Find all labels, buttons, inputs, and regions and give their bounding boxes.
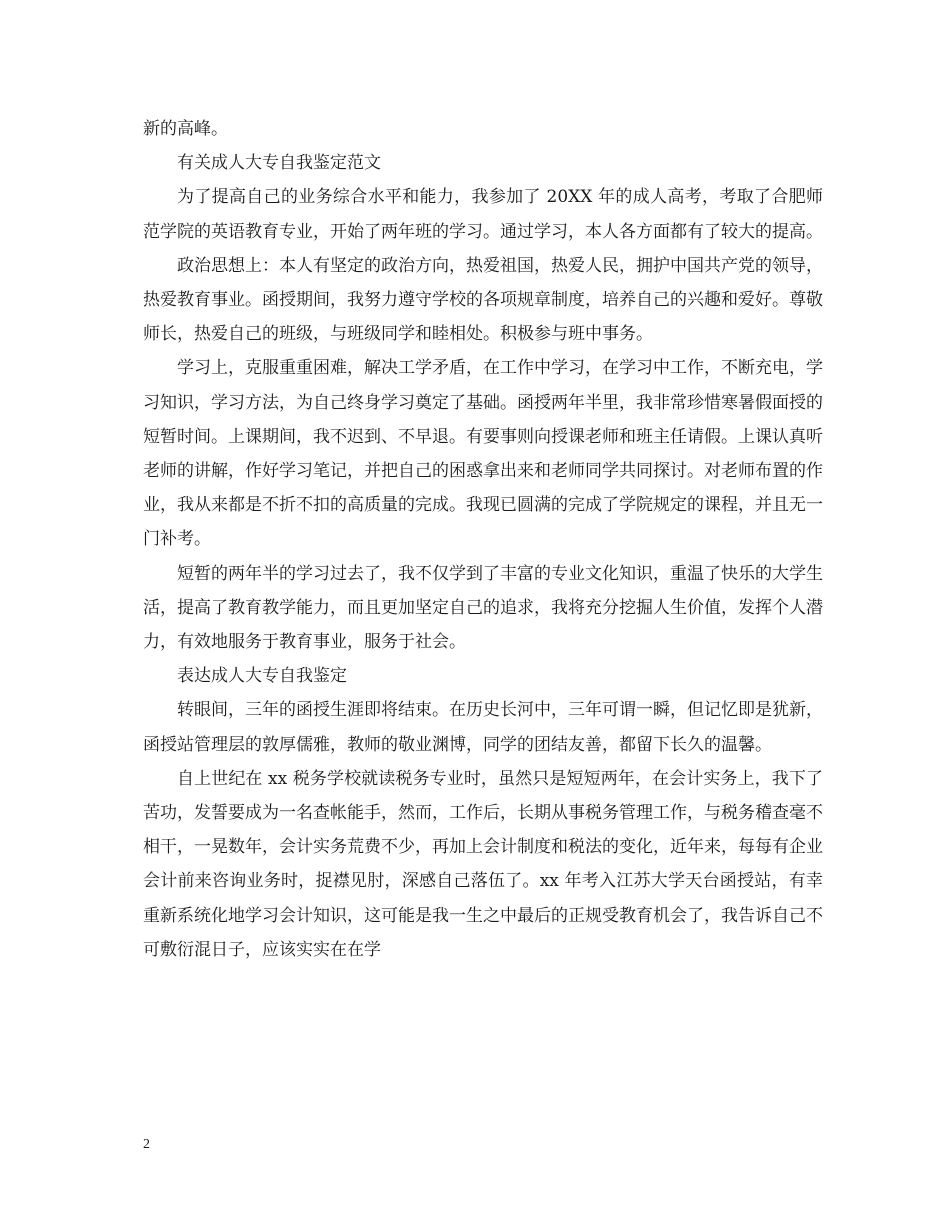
page-number: 2	[143, 1137, 150, 1152]
section-heading: 有关成人大专自我鉴定范文	[177, 153, 381, 174]
paragraph: 政治思想上：本人有坚定的政治方向，热爱祖国，热爱人民，拥护中国共产党的领导，热爱教育事业。函授期间，我努力遵守学校的各项规章制度，培养自己的兴趣和爱好。尊敬师长，热爱自己的班级，与班级同学和睦相处。积极参与班中事务。	[143, 255, 823, 345]
paragraph: 短暂的两年半的学习过去了，我不仅学到了丰富的专业文化知识，重温了快乐的大学生活，提高了教育教学能力，而且更加坚定自己的追求，我将充分挖掘人生价值，发挥个人潜力，有效地服务于教育事业，服务于社会。	[143, 563, 823, 653]
paragraph: 自上世纪在 xx 税务学校就读税务专业时，虽然只是短短两年，在会计实务上，我下了苦功，发誓要成为一名查帐能手，然而，工作后，长期从事税务管理工作，与税务稽查毫不相干，一晃数年，会计实务荒费不少，再加上会计制度和税法的变化，近年来，每每有企业会计前来咨询业务时，捉襟见肘，深感自己落伍了。xx 年考入江苏大学天台函授站，有幸重新系统化地学习会计知识，这可能是我一生之中最后的正规受教育机会了，我告诉自己不可敷衍混日子，应该实实在在学	[143, 768, 823, 960]
paragraph: 转眼间，三年的函授生涯即将结束。在历史长河中，三年可谓一瞬，但记忆即是犹新，函授站管理层的敦厚儒雅，教师的敬业渊博，同学的团结友善，都留下长久的温馨。	[143, 700, 823, 755]
paragraph: 学习上，克服重重困难，解决工学矛盾，在工作中学习，在学习中工作，不断充电，学习知识，学习方法，为自己终身学习奠定了基础。函授两年半里，我非常珍惜寒暑假面授的短暂时间。上课期间，我不迟到、不早退。有要事则向授课老师和班主任请假。上课认真听老师的讲解，作好学习笔记，并把自己的困惑拿出来和老师同学共同探讨。对老师布置的作业，我从来都是不折不扣的高质量的完成。我现已圆满的完成了学院规定的课程，并且无一门补考。	[143, 358, 823, 550]
paragraph: 新的高峰。	[143, 119, 228, 139]
document-body	[143, 112, 823, 967]
paragraph: 为了提高自己的业务综合水平和能力，我参加了 20XX 年的成人高考，考取了合肥师范学院的英语教育专业，开始了两年班的学习。通过学习，本人各方面都有了较大的提高。	[143, 187, 823, 242]
section-heading: 表达成人大专自我鉴定	[177, 666, 347, 687]
